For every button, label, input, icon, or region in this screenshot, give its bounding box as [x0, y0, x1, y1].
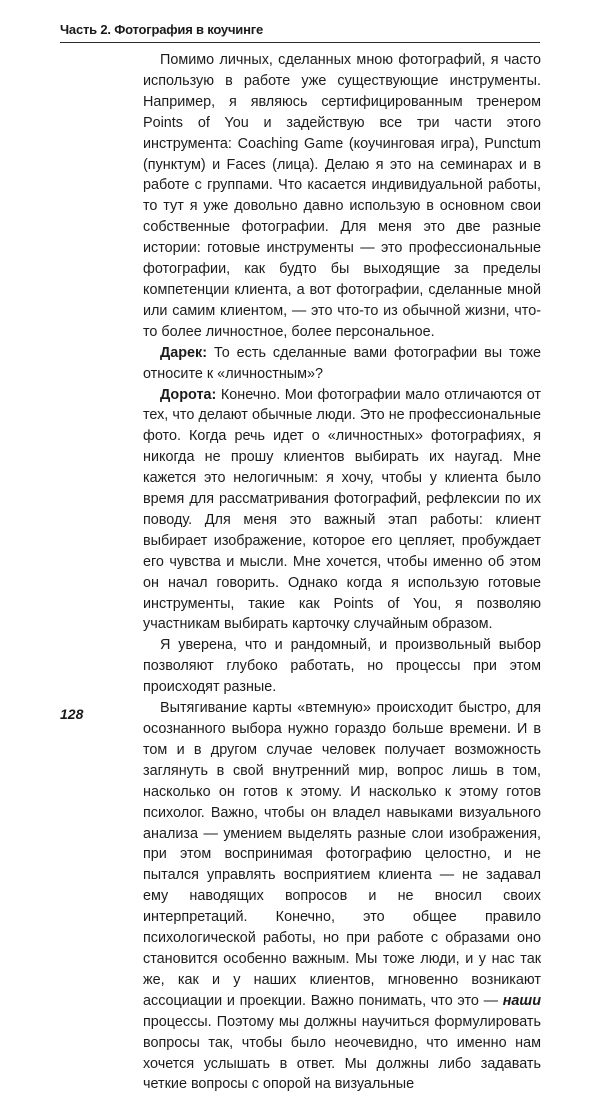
- dialogue-paragraph: [143, 385, 541, 636]
- emphasized-word: наши: [502, 992, 541, 1009]
- paragraph-text: Помимо личных, сделанных мною фотографий, я часто использую в работе уже существующие инструменты. Например, я являюсь сертифицированным тренером Points of You и задействую все три части этого инструмента: Coaching Game (коучинговая игра), Punctum (пунктум) и Faces (лица). Делаю я это на семинарах и в работе с группами. Что касается индивидуальной работы, то тут я уже довольно давно использую в основном свои собственные фотографии. Для меня это две разные истории: готовые инструменты — это профессиональные фотографии, как будто бы выходящие за пределы компетенции клиента, а вот фотографии, сделанные мной или самим клиентом, — это что-то из обычной жизни, что-то более личностное, более персональное.: [143, 52, 541, 340]
- page-number: 128: [60, 706, 84, 722]
- body-text: [143, 50, 541, 1095]
- paragraph: [143, 50, 541, 343]
- paragraph-text-continued: процессы. Поэтому мы должны научиться формулировать вопросы так, чтобы было неочевидно, что именно нам хочется услышать в ответ. Мы должны либо задавать четкие вопросы с опорой на визуальные: [143, 1013, 541, 1093]
- paragraph: [143, 635, 541, 698]
- chapter-title: Часть 2. Фотография в коучинге: [60, 22, 263, 37]
- speaker-label: Дарек:: [160, 344, 208, 361]
- paragraph-text: Вытягивание карты «втемную» происходит быстро, для осознанного выбора нужно гораздо больше времени. И в том и в другом случае человек получает возможность заглянуть в свой внутренний мир, вопрос лишь в том, насколько он готов к этому. И насколько к этому готов психолог. Важно, чтобы он владел навыками визуального анализа — умением выделять разные слои изображения, при этом воспринимая фотографию целостно, и не пытался управлять восприятием клиента — не задавал ему наводящих вопросов и не вносил своих интерпретаций. Конечно, это общее правило психологической работы, но при работе с образами оно становится особенно важным. Мы тоже люди, и у нас так же, как и у наших клиентов, мгновенно возникают ассоциации и проекции. Важно понимать, что это —: [143, 700, 541, 1009]
- paragraph: [143, 698, 541, 1095]
- paragraph-text: Я уверена, что и рандомный, и произвольный выбор позволяют глубоко работать, но процессы при этом происходят разные.: [143, 637, 541, 696]
- dialogue-paragraph: [143, 343, 541, 385]
- paragraph-text: То есть сделанные вами фотографии вы тоже относите к «личностным»?: [143, 344, 542, 382]
- header-rule: [60, 42, 540, 43]
- running-header: [60, 22, 540, 37]
- speaker-label: Дорота:: [160, 386, 217, 403]
- paragraph-text: Конечно. Мои фотографии мало отличаются от тех, что делают обычные люди. Это не профессиональные фото. Когда речь идет о «личностных» фотографиях, я никогда не прошу клиентов выбирать их наугад. Мне кажется это нелогичным: я хочу, чтобы у клиента было время для рассматривания фотографий, рефлексии по их поводу. Для меня это важный этап работы: клиент выбирает изображение, которое его цепляет, пробуждает его чувства и мысли. Мне хочется, чтобы именно об этом он начал говорить. Однако когда я использую готовые инструменты, такие как Points of You, я позволяю участникам выбирать карточку случайным образом.: [143, 386, 541, 633]
